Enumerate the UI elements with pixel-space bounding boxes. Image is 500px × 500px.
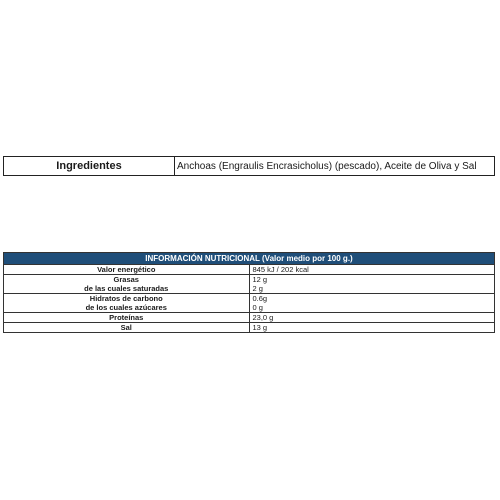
nutrient-subvalue-line: 0 g — [252, 303, 263, 312]
table-row — [4, 265, 495, 275]
nutrient-value — [249, 275, 495, 294]
ingredients-table — [3, 156, 495, 176]
nutrient-value: 13 g — [249, 323, 495, 333]
table-row — [4, 275, 495, 294]
nutrient-value — [249, 294, 495, 313]
table-row — [4, 294, 495, 313]
nutrient-value-line: 12 g — [252, 275, 268, 284]
nutrition-header: INFORMACIÓN NUTRICIONAL (Valor medio por 100 g.) — [4, 253, 495, 265]
ingredients-row — [4, 157, 495, 176]
nutrient-name: Valor energético — [4, 265, 250, 275]
nutrient-subname-line: de las cuales saturadas — [84, 284, 169, 293]
nutrient-value: 845 kJ / 202 kcal — [249, 265, 495, 275]
nutrient-value: 23,0 g — [249, 313, 495, 323]
nutrient-value-line: 0.6g — [252, 294, 268, 303]
nutrient-name: Sal — [4, 323, 250, 333]
nutrition-header-row — [4, 253, 495, 265]
nutrient-subvalue-line: 2 g — [252, 284, 263, 293]
nutrient-subname-line: de los cuales azúcares — [85, 303, 167, 312]
ingredients-value: Anchoas (Engraulis Encrasicholus) (pescado), Aceite de Oliva y Sal — [175, 157, 495, 176]
nutrient-name: Proteínas — [4, 313, 250, 323]
nutrient-name — [4, 294, 250, 313]
ingredients-label: Ingredientes — [4, 157, 175, 176]
nutrient-name-line: Grasas — [113, 275, 139, 284]
table-row — [4, 313, 495, 323]
nutrient-name — [4, 275, 250, 294]
table-row — [4, 323, 495, 333]
nutrition-table — [3, 252, 495, 333]
nutrient-name-line: Hidratos de carbono — [89, 294, 163, 303]
